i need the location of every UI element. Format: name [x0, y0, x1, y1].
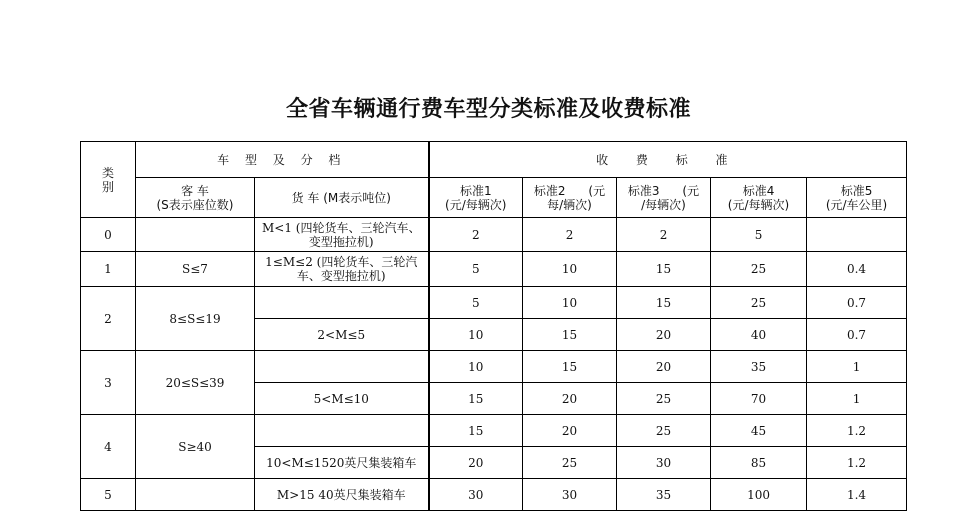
header-passenger [136, 178, 255, 218]
fee-cell [807, 218, 907, 252]
fee-standard-table [80, 141, 907, 511]
category-cell: 4 [81, 415, 136, 479]
header-row-1 [81, 142, 907, 178]
standard-4-unit: (元/每辆次) [727, 197, 790, 212]
category-cell: 1 [81, 252, 136, 287]
standard-5-label: 标准5 [840, 183, 873, 198]
fee-cell: 10 [523, 287, 617, 319]
truck-cell: 1≤M≤2 (四轮货车、三轮汽车、变型拖拉机) [255, 252, 429, 287]
header-passenger-note: (S表示座位数) [156, 197, 234, 212]
header-truck: 货 车 (M表示吨位) [255, 178, 429, 218]
passenger-cell: S≥40 [136, 415, 255, 479]
truck-cell: M<1 (四轮货车、三轮汽车、变型拖拉机) [255, 218, 429, 252]
page-title: 全省车辆通行费车型分类标准及收费标准 [285, 97, 691, 122]
fee-cell: 70 [711, 383, 807, 415]
header-category-text: 类 别 [101, 165, 114, 194]
table-row [81, 287, 907, 319]
header-standard-3 [617, 178, 711, 218]
passenger-cell: 20≤S≤39 [136, 351, 255, 415]
fee-cell: 1.2 [807, 415, 907, 447]
fee-cell: 45 [711, 415, 807, 447]
truck-cell [255, 287, 429, 319]
fee-cell: 5 [711, 218, 807, 252]
standard-4-label: 标准4 [742, 183, 775, 198]
header-standard-2 [523, 178, 617, 218]
fee-cell: 15 [523, 319, 617, 351]
category-cell: 0 [81, 218, 136, 252]
passenger-cell [136, 479, 255, 511]
fee-cell: 10 [523, 252, 617, 287]
fee-cell: 30 [617, 447, 711, 479]
passenger-cell [136, 218, 255, 252]
category-cell: 2 [81, 287, 136, 351]
fee-cell: 15 [429, 383, 523, 415]
header-row-2 [81, 178, 907, 218]
header-standard-4 [711, 178, 807, 218]
fee-cell: 25 [617, 383, 711, 415]
fee-cell: 1 [807, 351, 907, 383]
fee-cell: 10 [429, 319, 523, 351]
fee-cell: 15 [429, 415, 523, 447]
category-cell: 5 [81, 479, 136, 511]
category-cell: 3 [81, 351, 136, 415]
fee-cell: 0.7 [807, 287, 907, 319]
header-standard-1 [429, 178, 523, 218]
passenger-cell: S≤7 [136, 252, 255, 287]
fee-cell: 20 [617, 319, 711, 351]
header-standard-5 [807, 178, 907, 218]
truck-cell: 10<M≤1520英尺集装箱车 [255, 447, 429, 479]
truck-cell [255, 415, 429, 447]
table-row [81, 218, 907, 252]
header-fee-group: 收 费 标 准 [429, 142, 907, 178]
fee-cell: 15 [617, 287, 711, 319]
fee-cell: 100 [711, 479, 807, 511]
header-category [81, 142, 136, 218]
truck-cell: 5<M≤10 [255, 383, 429, 415]
fee-cell: 0.4 [807, 252, 907, 287]
fee-cell: 25 [523, 447, 617, 479]
fee-cell: 25 [617, 415, 711, 447]
fee-cell: 35 [711, 351, 807, 383]
fee-cell: 15 [617, 252, 711, 287]
fee-cell: 1.2 [807, 447, 907, 479]
fee-cell: 25 [711, 252, 807, 287]
fee-cell: 0.7 [807, 319, 907, 351]
standard-2-label: 标准2 (元 [533, 183, 606, 198]
truck-cell: 2<M≤5 [255, 319, 429, 351]
header-vehicle-group: 车 型 及 分 档 [136, 142, 429, 178]
fee-cell: 40 [711, 319, 807, 351]
standard-1-label: 标准1 [459, 183, 492, 198]
fee-cell: 20 [523, 383, 617, 415]
table-row [81, 252, 907, 287]
fee-cell: 25 [711, 287, 807, 319]
fee-cell: 85 [711, 447, 807, 479]
fee-cell: 20 [523, 415, 617, 447]
fee-cell: 1 [807, 383, 907, 415]
fee-cell: 5 [429, 252, 523, 287]
table-row [81, 479, 907, 511]
fee-cell: 2 [429, 218, 523, 252]
fee-cell: 15 [523, 351, 617, 383]
truck-cell [255, 351, 429, 383]
fee-cell: 5 [429, 287, 523, 319]
fee-cell: 2 [523, 218, 617, 252]
fee-cell: 20 [429, 447, 523, 479]
fee-cell: 10 [429, 351, 523, 383]
fee-cell: 1.4 [807, 479, 907, 511]
fee-cell: 20 [617, 351, 711, 383]
standard-2-unit: 每/辆次) [547, 197, 592, 212]
truck-cell: M>15 40英尺集装箱车 [255, 479, 429, 511]
fee-cell: 35 [617, 479, 711, 511]
standard-3-label: 标准3 (元 [627, 183, 700, 198]
table-row [81, 415, 907, 447]
header-passenger-label: 客 车 [181, 183, 209, 198]
passenger-cell: 8≤S≤19 [136, 287, 255, 351]
fee-cell: 30 [429, 479, 523, 511]
standard-3-unit: /每辆次) [641, 197, 686, 212]
fee-cell: 30 [523, 479, 617, 511]
table-row [81, 351, 907, 383]
fee-cell: 2 [617, 218, 711, 252]
standard-1-unit: (元/每辆次) [445, 197, 507, 212]
standard-5-unit: (元/车公里) [825, 197, 888, 212]
